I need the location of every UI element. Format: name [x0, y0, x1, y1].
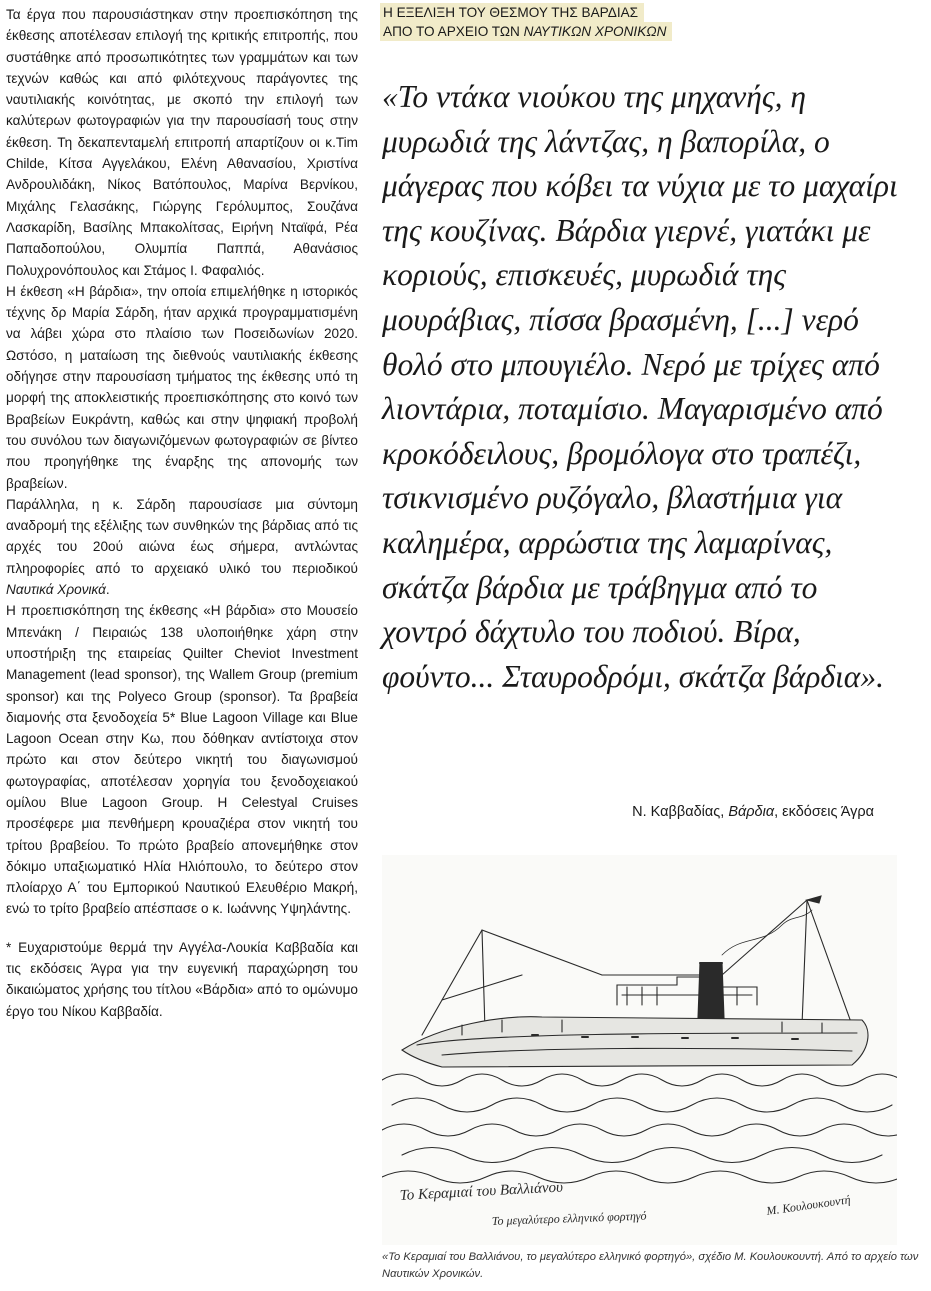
quote-attribution [632, 804, 874, 820]
section-header [380, 3, 672, 41]
paragraph-committee: Τα έργα που παρουσιάστηκαν στην προεπισκόπηση της έκθεσης αποτέλεσαν επιλογή της κριτικής επιτροπής, που συστάθηκε από προσωπικότητες των γραμμάτων και των τεχνών καθώς και από φιλότεχνους παράγοντες της ναυτιλιακής κοινότητας, με σκοπό την επιλογή των καλύτερων φωτογραφιών για την παρουσίασή τους στην έκθεση. Τη δεκαπενταμελή επιτροπή απαρτίζουν οι κ.Tim Childe, Κίτσα Αγγελάκου, Ελένη Αθανασίου, Χριστίνα Ανδρουλιδάκη, Νίκος Βατόπουλος, Μαρίνα Βερνίκου, Μιχάλης Γελασάκης, Γιώργης Γερόλυμπος, Σουζάνα Λασκαρίδη, Βασίλης Μπακολίτσας, Ειρήνη Νταϊφά, Ρέα Παπαδοπούλου, Ολυμπία Παππά, Αθανάσιος Πολυχρονόπουλος και Στάμος Ι. Φαφαλιός. [6, 7, 358, 278]
inscription-subtitle: Το μεγαλύτερο ελληνικό φορτηγό [491, 1208, 647, 1228]
section-header-magazine: ΝΑΥΤΙΚΩΝ ΧΡΟΝΙΚΩΝ [523, 24, 667, 39]
paragraph-presentation-text: Παράλληλα, η κ. Σάρδη παρουσίασε μια σύντομη αναδρομή της εξέλιξης των συνθηκών της βάρδιας από τις αρχές του 20ού αιώνα έως σήμερα, αντλώντας πληροφορίες από το αρχειακό υλικό του περιοδικού [6, 496, 358, 576]
magazine-name: Ναυτικά Χρονικά [6, 582, 106, 598]
section-header-line-2 [380, 22, 672, 41]
kavvadias-quote: «Το ντάκα νιούκου της μηχανής, η μυρωδιά της λάντζας, η βαπορίλα, ο μάγερας που κόβει τα νύχια με το μαχαίρι της κουζίνας. Βάρδια γιερνέ, γιατάκι με κοριούς, επισκευές, μυρωδιά της μουράβιας, πίσσα βρασμένη, [...] νερό θολό στο μπουγιέλο. Νερό με τρίχες από λιοντάρια, ποταμίσιο. Μαγαρισμένο από κροκόδειλους, βρομόλογα στο τραπέζι, τσικνισμένο ρυζόγαλο, βλαστήμια για καλημέρα, αρρώστια της λαμαρίνας, σκάτζα βάρδια με τράβηγμα από το χοντρό δάχτυλο του ποδιού. Βίρα, φούντο... Σταυροδρόμι, σκάτζα βάρδια». [382, 79, 898, 694]
article-body [6, 4, 358, 1022]
paragraph-presentation: Παράλληλα, η κ. Σάρδη παρουσίασε μια σύντομη αναδρομή της εξέλιξης των συνθηκών της βάρδιας από τις αρχές του 20ού αιώνα έως σήμερα, αντλώντας πληροφορίες από το αρχειακό υλικό του περιοδικού Ναυτικά Χρονικά. [6, 496, 358, 598]
drawing-caption: «Το Κεραμιαί του Βαλλιάνου, το μεγαλύτερο ελληνικό φορτηγό», σχέδιο Μ. Κουλουκουντή. Από το αρχείο των Ναυτικών Χρονικών. [382, 1251, 919, 1280]
section-header-line-1: Η ΕΞΕΛΙΞΗ ΤΟΥ ΘΕΣΜΟΥ ΤΗΣ ΒΑΡΔΙΑΣ [380, 3, 644, 22]
hull [402, 1017, 868, 1067]
artist-signature: Μ. Κουλουκουντή [765, 1192, 852, 1218]
funnel [698, 963, 724, 1018]
attribution-work: Βάρδια [728, 804, 775, 820]
paragraph-exhibition: Η έκθεση «Η βάρδια», την οποία επιμελήθηκε η ιστορικός τέχνης δρ Μαρία Σάρδη, ήταν αρχικά προγραμματισμένη να λάβει χώρα στο πλαίσιο των Ποσειδωνίων 2020. Ωστόσο, η ματαίωση της διεθνούς ναυτιλιακής έκθεσης οδήγησε στην παρουσίαση τμήματος της έκθεσης υπό τη μορφή της αποκλειστικής προεπισκόπησης στο κοινό των Βραβείων Ευκράντη, καθώς και στην ψηφιακή προβολή του συνόλου των διαγωνιζόμενων φωτογραφιών σε βίντεο που προηγήθηκε της έναρξης της απονομής των βραβείων. [6, 283, 358, 491]
paragraph-sponsors: Η προεπισκόπηση της έκθεσης «Η βάρδια» στο Μουσείο Μπενάκη / Πειραιώς 138 υλοποιήθηκε χάρη στην υποστήριξη της εταιρείας Quilter Cheviot Investment Management (lead sponsor), της Wallem Group (premium sponsor) και της Polyeco Group (sponsor). Τα βραβεία διαμονής στα ξενοδοχεία 5* Blue Lagoon Village και Blue Lagoon Ocean στην Κω, που δόθηκαν αντίστοιχα στον πρώτο και στον δεύτερο νικητή του διαγωνισμού φωτογραφίας, αποτέλεσαν χορηγία του ξενοδοχειακού ομίλου Blue Lagoon Group. Η Celestyal Cruises προσέφερε μια πενθήμερη κρουαζιέρα στον νικητή του τρίτου βραβείου. Το πρώτο βραβείο απονεμήθηκε στον δόκιμο υπαξιωματικό Ηλία Ηλιόπουλο, το δεύτερο στον πλοίαρχο Α΄ του Εμπορικού Ναυτικού Ελευθέριο Μακρή, ενώ το τρίτο βραβείο απέσπασε ο κ. Ιωάννης Υψηλάντης. [6, 603, 358, 917]
footnote: * Ευχαριστούμε θερμά την Αγγέλα-Λουκία Καββαδία και τις εκδόσεις Άγρα για την ευγενική παραχώρηση του δικαιώματος χρήσης του τίτλου «Βάρδια» από το ομώνυμο έργο του Νίκου Καββαδία. [6, 939, 358, 1019]
attribution-publisher: , εκδόσεις Άγρα [774, 804, 874, 820]
section-header-prefix: ΑΠΟ ΤΟ ΑΡΧΕΙΟ ΤΩΝ [383, 24, 524, 39]
ship-drawing [382, 855, 897, 1245]
attribution-author: Ν. Καββαδίας, [632, 804, 729, 820]
inscription-title: Το Κεραμιαί του Βαλλιάνου [399, 1179, 564, 1204]
